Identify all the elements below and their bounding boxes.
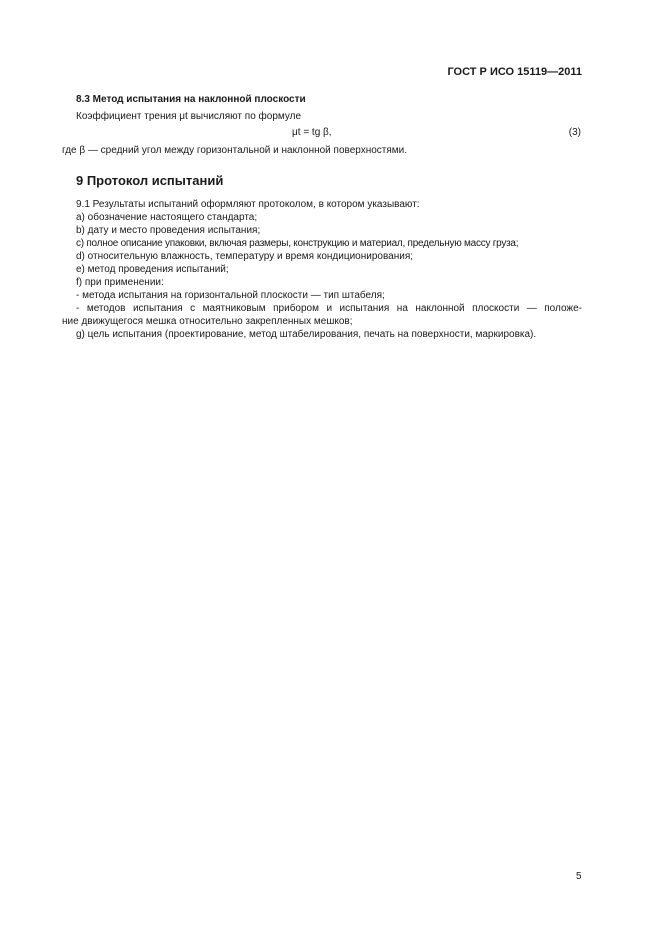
list-item: 9.1 Результаты испытаний оформляют протоколом, в котором указывают: — [76, 199, 420, 210]
list-item: f) при применении: — [76, 277, 164, 288]
list-item: e) метод проведения испытаний; — [76, 264, 229, 275]
section-title-8-3: 8.3 Метод испытания на наклонной плоскости — [76, 94, 306, 105]
page-number: 5 — [576, 871, 582, 882]
list-item: d) относительную влажность, температуру и время кондиционирования; — [76, 251, 414, 262]
list-item: a) обозначение настоящего стандарта; — [76, 212, 258, 223]
list-item: - метода испытания на горизонтальной плоскости — тип штабеля; — [76, 290, 385, 301]
list-item: b) дату и место проведения испытания; — [76, 225, 261, 236]
section-title-9: 9 Протокол испытаний — [76, 173, 224, 188]
list-item: g) цель испытания (проектирование, метод штабелирования, печать на поверхности, маркировка). — [76, 329, 537, 340]
list-item-continuation: ние движущегося мешка относительно закрепленных мешков; — [62, 316, 353, 327]
formula-number: (3) — [568, 127, 581, 138]
paragraph: где β — средний угол между горизонтальной и наклонной поверхностями. — [62, 145, 408, 156]
list-item: c) полное описание упаковки, включая размеры, конструкцию и материал, предельную массу груза; — [76, 238, 519, 249]
list-item: - методов испытания с маятниковым прибором и испытания на наклонной плоскости — положе- — [76, 303, 582, 314]
formula: μt = tg β, — [292, 127, 332, 138]
paragraph: Коэффициент трения μt вычисляют по формуле — [76, 111, 302, 122]
document-id: ГОСТ Р ИСО 15119—2011 — [447, 66, 582, 78]
